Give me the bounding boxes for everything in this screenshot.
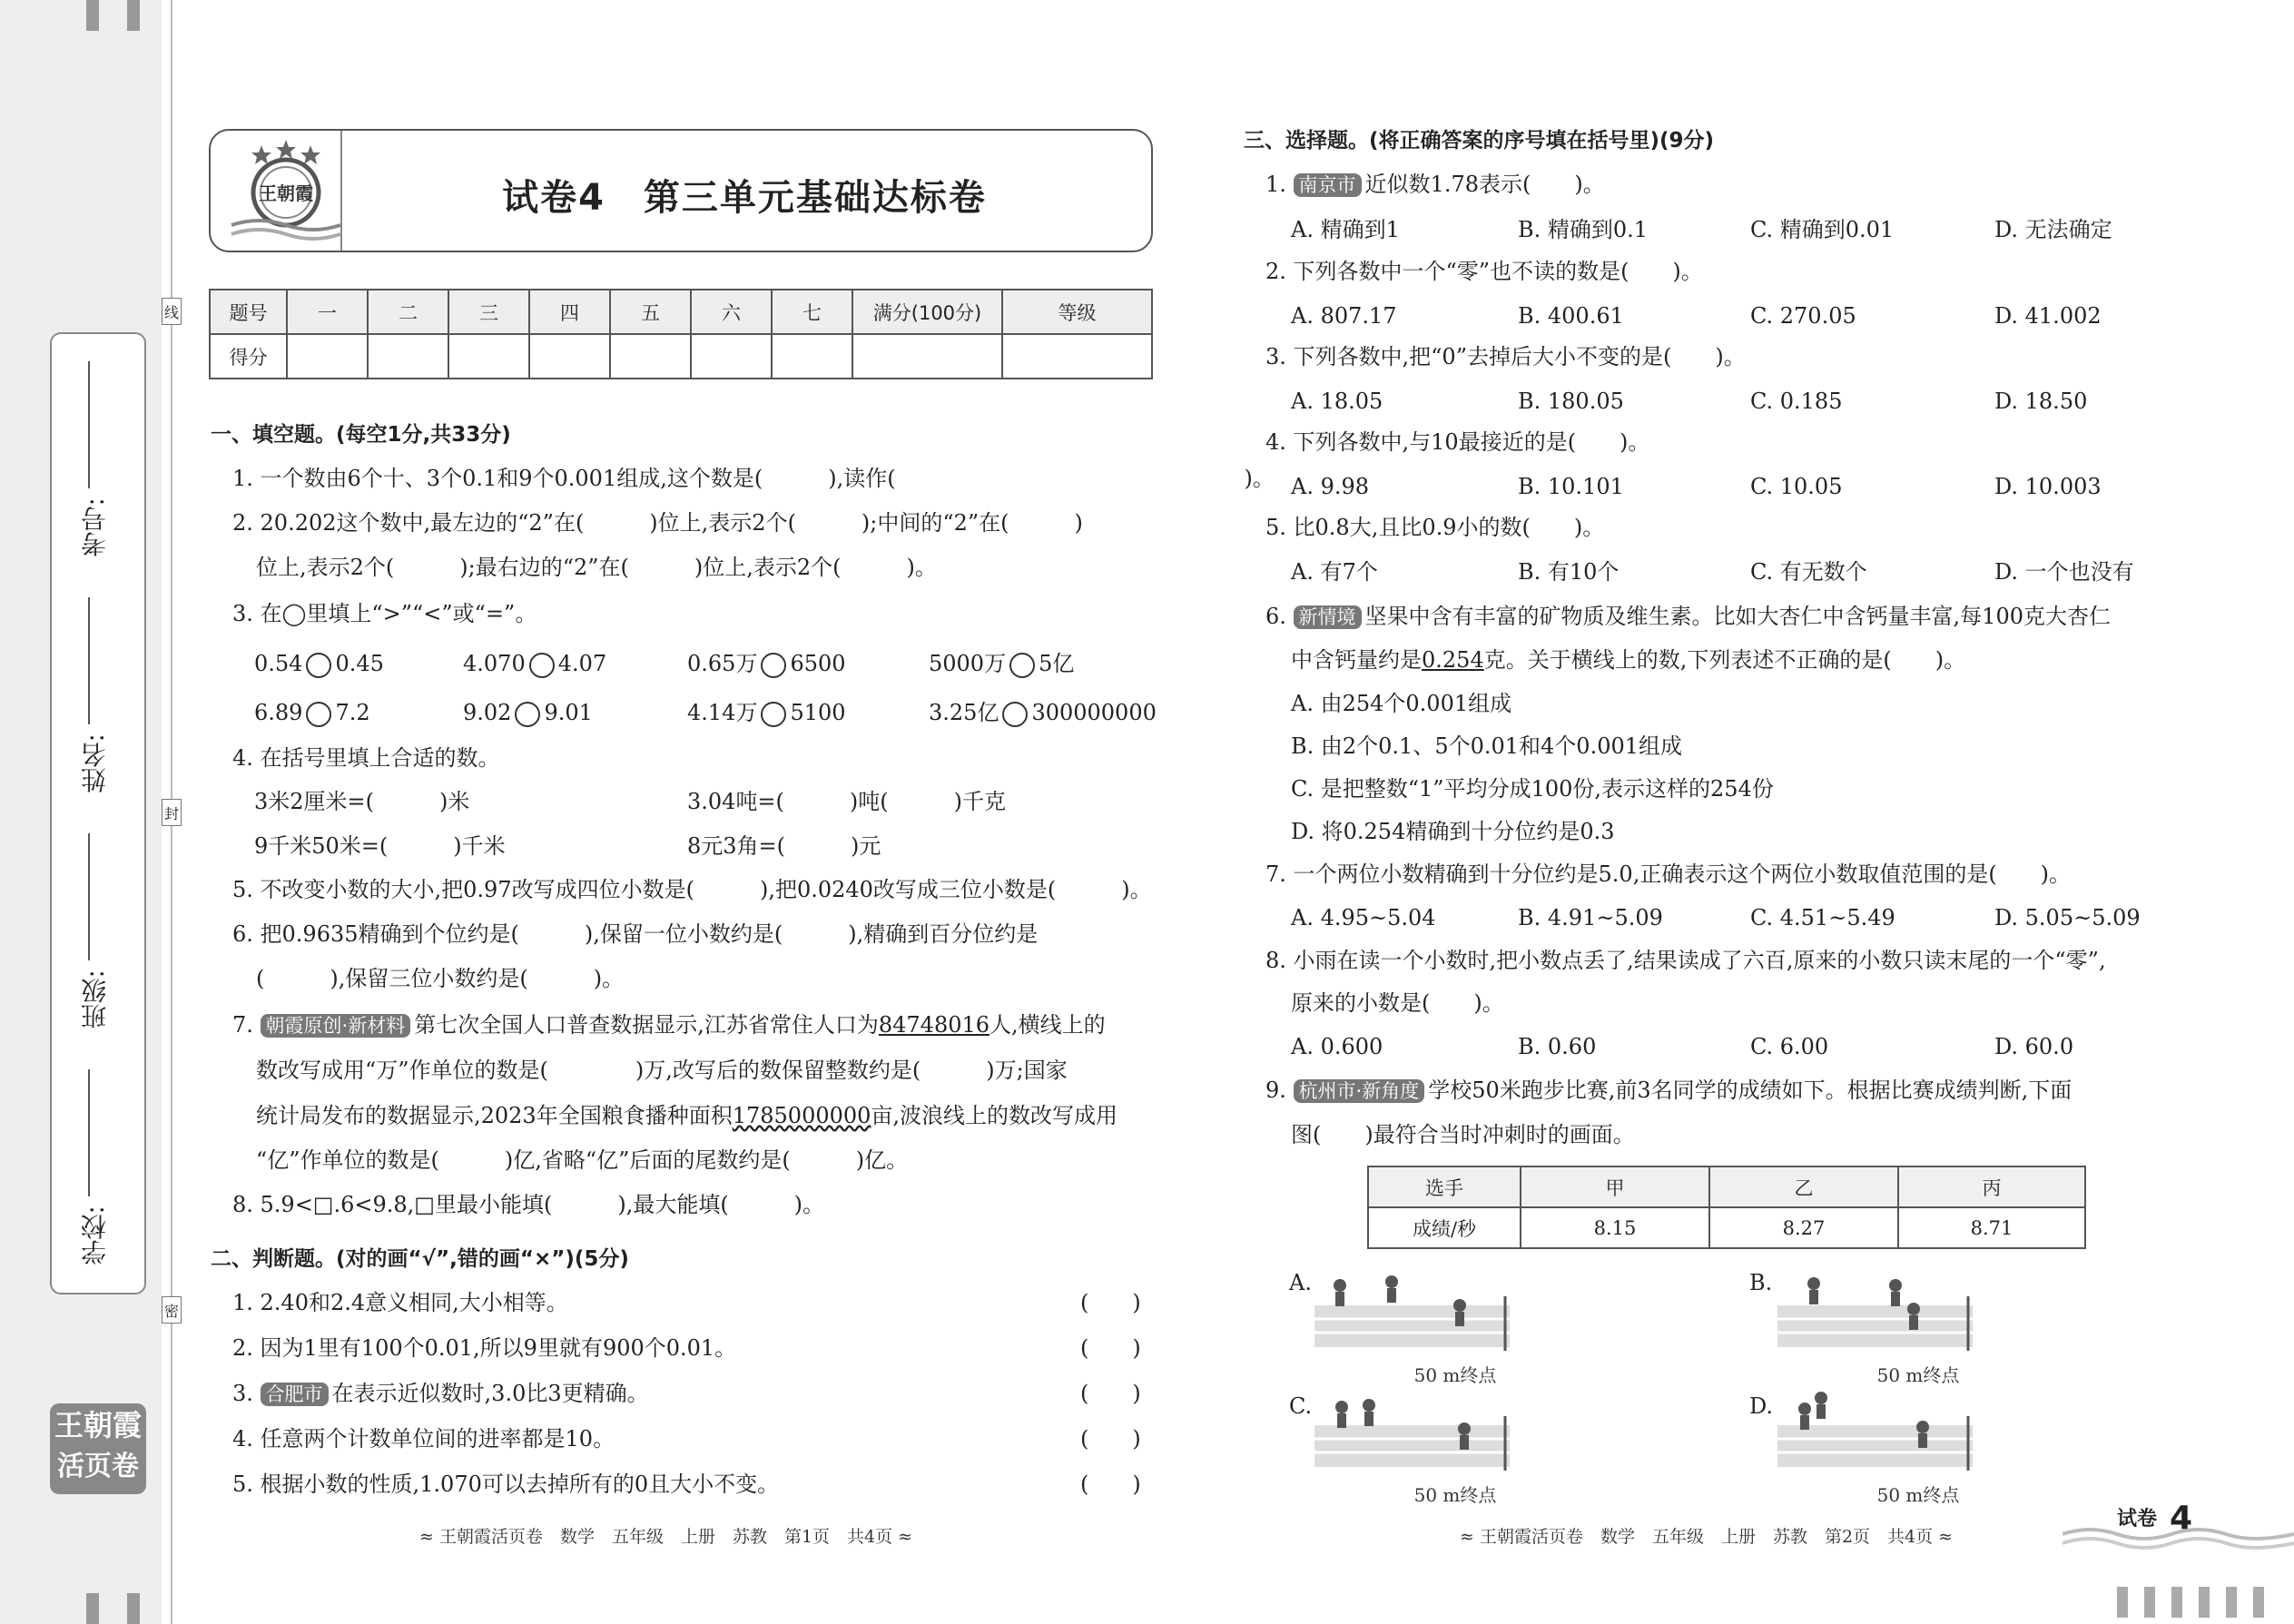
logo-divider <box>340 131 342 251</box>
exam-badge <box>2063 1498 2294 1552</box>
option[interactable]: D. 5.05~5.09 <box>1994 905 2141 930</box>
brand-badge <box>50 1403 146 1494</box>
compare-circle[interactable] <box>1009 653 1035 678</box>
tick-mark <box>2171 1587 2182 1618</box>
running-scene-a-icon[interactable] <box>1314 1269 1514 1387</box>
table-cell: 等级 <box>1002 290 1152 334</box>
option[interactable]: A. 807.17 <box>1291 303 1397 329</box>
value: 4.14万 <box>687 700 758 725</box>
q1-text: 近似数1.78表示( )。 <box>1364 172 1605 197</box>
score-input-cell[interactable] <box>772 334 852 379</box>
option[interactable]: D. 60.0 <box>1994 1034 2074 1059</box>
option[interactable]: B. 0.60 <box>1518 1034 1597 1059</box>
source-tag: 朝霞原创·新材料 <box>261 1014 411 1038</box>
s3-q1 <box>1265 171 1605 198</box>
tick-mark <box>127 0 140 31</box>
judge-item: 2. 因为1里有100个0.01,所以9里就有900个0.01。 <box>232 1335 737 1361</box>
table-cell: 选手 <box>1368 1166 1521 1207</box>
s3-q3: 3. 下列各数中,把“0”去掉后大小不变的是( )。 <box>1265 344 1746 369</box>
source-tag: 杭州市·新角度 <box>1294 1079 1425 1103</box>
q7c-text: 统计局发布的数据显示,2023年全国粮食播种面积 <box>256 1103 733 1128</box>
value: 0.65万 <box>687 651 758 676</box>
score-input-cell[interactable] <box>529 334 610 379</box>
score-input-cell[interactable] <box>368 334 448 379</box>
tick-mark <box>2226 1587 2237 1618</box>
value: 5100 <box>790 700 846 725</box>
s1-q5: 5. 不改变小数的大小,把0.97改写成四位小数是( ),把0.0240改写成三位小数是( )。 <box>232 877 1152 902</box>
finish-label: 50 m终点 <box>1876 1484 1960 1506</box>
s1-q4a: 3米2厘米=( )米 <box>254 789 470 814</box>
logo-text: 王朝霞 <box>259 182 313 204</box>
scene-label[interactable]: D. <box>1749 1393 1774 1419</box>
judge-q3-text: 在表示近似数时,3.0比3更精确。 <box>331 1381 649 1406</box>
underlined-number: 0.254 <box>1422 647 1484 673</box>
compare-item <box>687 699 846 727</box>
option[interactable]: C. 270.05 <box>1750 303 1856 329</box>
s1-q3: 3. 在◯里填上“>”“<”或“=”。 <box>232 601 537 626</box>
source-tag: 合肥市 <box>261 1383 329 1406</box>
option[interactable]: C. 4.51~5.49 <box>1750 905 1895 930</box>
s1-q4c: 9千米50米=( )千米 <box>254 833 506 859</box>
tick-mark <box>2199 1587 2210 1618</box>
compare-item <box>929 699 1157 727</box>
table-cell: 8.27 <box>1709 1207 1898 1248</box>
table-cell: 8.71 <box>1898 1207 2085 1248</box>
running-scene-d-icon[interactable] <box>1777 1389 1977 1507</box>
answer-bracket[interactable]: ( ) <box>1080 1426 1141 1452</box>
q9-number: 9. <box>1265 1078 1286 1103</box>
value: 6500 <box>790 651 846 676</box>
q6b-text-end: 克。关于横线上的数,下列表述不正确的是( )。 <box>1483 647 1966 673</box>
option[interactable]: A. 0.600 <box>1291 1034 1383 1059</box>
q6-number: 6. <box>1265 604 1286 629</box>
option[interactable]: C. 是把整数“1”平均分成100份,表示这样的254份 <box>1291 776 1774 802</box>
s1-q4b: 3.04吨=( )吨( )千克 <box>687 789 1006 814</box>
value: 0.54 <box>254 651 303 676</box>
seal-mark-feng: 封 <box>162 799 182 826</box>
compare-circle[interactable] <box>306 702 331 727</box>
score-input-cell[interactable] <box>852 334 1002 379</box>
compare-item <box>463 650 606 678</box>
option[interactable]: B. 精确到0.1 <box>1518 217 1649 242</box>
value: 300000000 <box>1031 700 1157 725</box>
footer-right: ≈ 王朝霞活页卷 数学 五年级 上册 苏教 第2页 共4页 ≈ <box>1460 1527 1954 1547</box>
score-input-cell[interactable] <box>691 334 772 379</box>
answer-bracket[interactable]: ( ) <box>1080 1381 1141 1406</box>
option[interactable]: B. 由2个0.1、5个0.01和4个0.001组成 <box>1291 733 1683 759</box>
value: 7.2 <box>335 700 370 725</box>
compare-item <box>463 699 593 727</box>
table-cell: 满分(100分) <box>852 290 1002 334</box>
s1-q7b: 数改写成用“万”作单位的数是( )万,改写后的数保留整数约是( )万;国家 <box>256 1058 1068 1083</box>
judge-item: 5. 根据小数的性质,1.070可以去掉所有的0且大小不变。 <box>232 1471 780 1497</box>
s3-q5: 5. 比0.8大,且比0.9小的数( )。 <box>1265 515 1605 540</box>
option[interactable]: B. 4.91~5.09 <box>1518 905 1663 930</box>
s3-q7: 7. 一个两位小数精确到十分位约是5.0,正确表示这个两位小数取值范围的是( )。 <box>1265 861 2072 887</box>
compare-item <box>254 650 384 678</box>
compare-circle[interactable] <box>761 702 786 727</box>
option[interactable]: C. 精确到0.01 <box>1750 217 1895 242</box>
seal-mark-xian: 线 <box>162 298 182 325</box>
option[interactable]: C. 0.185 <box>1750 389 1843 414</box>
s3-q8b: 原来的小数是( )。 <box>1291 990 1504 1016</box>
table-cell: 一 <box>287 290 368 334</box>
score-input-cell[interactable] <box>448 334 529 379</box>
compare-circle[interactable] <box>761 653 786 678</box>
option[interactable]: A. 由254个0.001组成 <box>1291 691 1512 716</box>
brand-line2: 活页卷 <box>57 1451 139 1482</box>
option[interactable]: D. 无法确定 <box>1994 217 2112 242</box>
table-cell: 四 <box>529 290 610 334</box>
table-cell: 二 <box>368 290 448 334</box>
scene-label[interactable]: A. <box>1289 1270 1312 1295</box>
option[interactable]: C. 6.00 <box>1750 1034 1829 1059</box>
table-cell: 成绩/秒 <box>1368 1207 1521 1248</box>
q7-number: 7. <box>232 1012 253 1038</box>
s3-q6a <box>1265 603 2111 630</box>
answer-bracket[interactable]: ( ) <box>1080 1290 1141 1315</box>
compare-item <box>687 650 846 678</box>
value: 4.070 <box>463 651 526 676</box>
option[interactable]: A. 18.05 <box>1291 389 1383 414</box>
source-tag: 南京市 <box>1294 173 1362 197</box>
table-row <box>1368 1166 2085 1207</box>
score-input-cell[interactable] <box>1002 334 1152 379</box>
underlined-number: 84748016 <box>878 1012 990 1038</box>
s3-q4: 4. 下列各数中,与10最接近的是( )。 <box>1265 429 1650 455</box>
value: 0.45 <box>335 651 384 676</box>
badge-number: 4 <box>2170 1500 2193 1537</box>
s1-q2b: 位上,表示2个( );最右边的“2”在( )位上,表示2个( )。 <box>256 555 937 580</box>
finish-label: 50 m终点 <box>1413 1364 1497 1386</box>
option[interactable]: D. 18.50 <box>1994 389 2088 414</box>
compare-circle[interactable] <box>1002 702 1028 727</box>
q7c-text-end: 亩,波浪线上的数改写成用 <box>871 1103 1118 1128</box>
source-tag: 新情境 <box>1294 605 1362 629</box>
badge-label: 试卷 <box>2117 1508 2158 1530</box>
judge-q3-number: 3. <box>232 1381 253 1406</box>
table-cell: 甲 <box>1521 1166 1709 1207</box>
tick-mark <box>127 1593 140 1624</box>
judge-item <box>232 1380 649 1407</box>
value: 5000万 <box>929 651 1007 676</box>
option[interactable]: B. 180.05 <box>1518 389 1624 414</box>
table-cell: 丙 <box>1898 1166 2085 1207</box>
option[interactable]: B. 400.61 <box>1518 303 1624 329</box>
s1-q1: 1. 一个数由6个十、3个0.1和9个0.001组成,这个数是( ),读作( )。 <box>232 466 1275 491</box>
table-cell: 五 <box>610 290 691 334</box>
value: 6.89 <box>254 700 303 725</box>
school-field[interactable] <box>88 1069 90 1196</box>
table-row <box>1368 1207 2085 1248</box>
option[interactable]: C. 10.05 <box>1750 474 1843 499</box>
running-scene-b-icon[interactable] <box>1777 1269 1977 1387</box>
compare-item <box>929 650 1074 678</box>
s1-q4: 4. 在括号里填上合适的数。 <box>232 745 500 771</box>
s3-q2: 2. 下列各数中一个“零”也不读的数是( )。 <box>1265 259 1703 284</box>
compare-circle[interactable] <box>529 653 555 678</box>
table-cell: 七 <box>772 290 852 334</box>
s3-q8a: 8. 小雨在读一个小数时,把小数点丢了,结果读成了六百,原来的小数只读末尾的一个“零”, <box>1265 948 2106 973</box>
exam-number-label: 考号: <box>80 497 110 557</box>
table-cell: 得分 <box>210 334 287 379</box>
q1-number: 1. <box>1265 172 1286 197</box>
value: 4.07 <box>557 651 607 676</box>
scene-label[interactable]: B. <box>1749 1270 1773 1295</box>
q7a-text-end: 人,横线上的 <box>989 1012 1106 1038</box>
class-label: 班级: <box>80 969 110 1029</box>
s1-q7d: “亿”作单位的数是( )亿,省略“亿”后面的尾数约是( )亿。 <box>256 1147 909 1173</box>
option[interactable]: B. 有10个 <box>1518 559 1620 585</box>
answer-bracket[interactable]: ( ) <box>1080 1471 1141 1497</box>
tick-mark <box>2253 1587 2264 1618</box>
option[interactable]: C. 有无数个 <box>1750 559 1867 585</box>
score-table <box>209 289 1153 379</box>
name-field[interactable] <box>88 597 90 724</box>
judge-item: 1. 2.40和2.4意义相同,大小相等。 <box>232 1290 568 1315</box>
q7a-text: 第七次全国人口普查数据显示,江苏省常住人口为 <box>414 1012 879 1038</box>
option[interactable]: A. 有7个 <box>1291 559 1378 585</box>
value: 9.02 <box>463 700 512 725</box>
answer-bracket[interactable]: ( ) <box>1080 1335 1141 1361</box>
table-cell: 乙 <box>1709 1166 1898 1207</box>
s1-q7c <box>256 1102 1117 1129</box>
brand-line1: 王朝霞 <box>54 1408 142 1442</box>
tick-mark <box>86 1593 99 1624</box>
table-cell: 三 <box>448 290 529 334</box>
q9a-text: 学校50米跑步比赛,前3名同学的成绩如下。根据比赛成绩判断,下面 <box>1428 1078 2072 1103</box>
s1-q4d: 8元3角=( )元 <box>687 833 881 859</box>
judge-item: 4. 任意两个计数单位间的进率都是10。 <box>232 1426 615 1452</box>
compare-circle[interactable] <box>306 653 331 678</box>
footer-left: ≈ 王朝霞活页卷 数学 五年级 上册 苏教 第1页 共4页 ≈ <box>419 1527 913 1547</box>
option[interactable]: A. 9.98 <box>1291 474 1370 499</box>
exam-number-field[interactable] <box>88 361 90 488</box>
table-row <box>210 290 1152 334</box>
tick-mark <box>2117 1587 2128 1618</box>
option[interactable]: D. 将0.254精确到十分位约是0.3 <box>1291 819 1615 844</box>
q6a-text: 坚果中含有丰富的矿物质及维生素。比如大杏仁中含钙量丰富,每100克大杏仁 <box>1364 604 2111 629</box>
table-cell: 六 <box>691 290 772 334</box>
q6b-text: 中含钙量约是 <box>1291 647 1422 673</box>
running-scene-c-icon[interactable] <box>1314 1389 1514 1507</box>
publisher-logo <box>227 138 345 242</box>
s1-q6b: ( ),保留三位小数约是( )。 <box>256 966 625 991</box>
scene-label[interactable]: C. <box>1289 1393 1313 1419</box>
s1-q8: 8. 5.9<□.6<9.8,□里最小能填( ),最大能填( )。 <box>232 1192 825 1217</box>
s3-q9a <box>1265 1077 2072 1104</box>
s1-q2a: 2. 20.202这个数中,最左边的“2”在( )位上,表示2个( );中间的“2”在( ) <box>232 510 1083 536</box>
seal-mark-mi: 密 <box>162 1296 182 1324</box>
race-results-table <box>1367 1166 2086 1249</box>
table-cell: 题号 <box>210 290 287 334</box>
section1-heading: 一、填空题。(每空1分,共33分) <box>211 423 511 447</box>
class-field[interactable] <box>88 833 90 960</box>
compare-circle[interactable] <box>515 702 540 727</box>
student-info-box <box>50 332 146 1294</box>
option[interactable]: D. 10.003 <box>1994 474 2102 499</box>
option[interactable]: D. 41.002 <box>1994 303 2102 329</box>
section2-heading: 二、判断题。(对的画“√”,错的画“×”)(5分) <box>211 1247 629 1271</box>
score-input-cell[interactable] <box>610 334 691 379</box>
option[interactable]: B. 10.101 <box>1518 474 1624 499</box>
section3-heading: 三、选择题。(将正确答案的序号填在括号里)(9分) <box>1244 129 1715 153</box>
value: 5亿 <box>1039 651 1075 676</box>
finish-label: 50 m终点 <box>1413 1484 1497 1506</box>
s1-q7a <box>232 1011 1106 1038</box>
s3-q6b <box>1291 646 1965 674</box>
name-label: 姓名: <box>80 733 110 793</box>
table-cell: 8.15 <box>1521 1207 1709 1248</box>
tick-mark <box>2144 1587 2155 1618</box>
finish-label: 50 m终点 <box>1876 1364 1960 1386</box>
wavy-number: 1785000000 <box>732 1103 871 1128</box>
value: 9.01 <box>544 700 593 725</box>
school-label: 学校: <box>80 1206 110 1265</box>
score-input-cell[interactable] <box>287 334 368 379</box>
option[interactable]: D. 一个也没有 <box>1994 559 2134 585</box>
s3-q9b: 图( )最符合当时冲刺时的画面。 <box>1291 1122 1635 1147</box>
option[interactable]: A. 精确到1 <box>1291 217 1400 242</box>
value: 3.25亿 <box>929 700 999 725</box>
option[interactable]: A. 4.95~5.04 <box>1291 905 1436 930</box>
compare-item <box>254 699 370 727</box>
page-title: 试卷4 第三单元基础达标卷 <box>502 177 987 219</box>
s1-q6a: 6. 把0.9635精确到个位约是( ),保留一位小数约是( ),精确到百分位约是 <box>232 921 1039 947</box>
tick-mark <box>86 0 99 31</box>
table-row <box>210 334 1152 379</box>
